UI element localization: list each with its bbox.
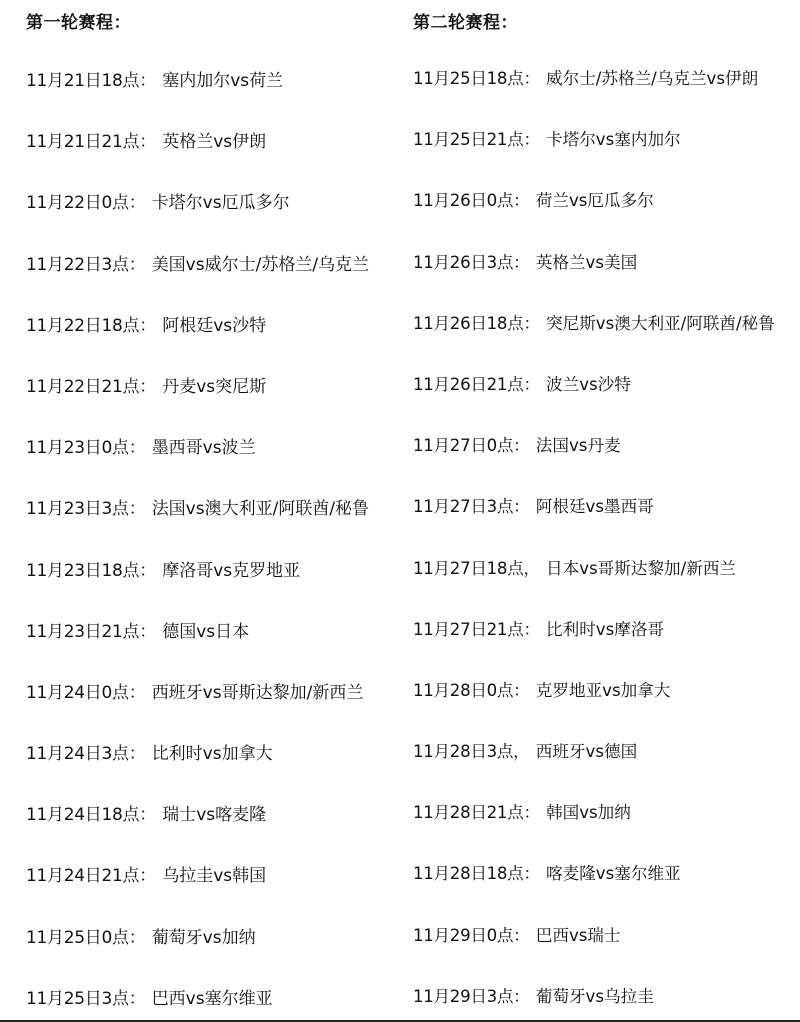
match-teams: 比利时vs加拿大 [151,744,273,765]
match-row [26,251,369,312]
match-time: 11月28日0点 [413,680,514,700]
match-time: 11月29日3点 [413,986,514,1006]
match-time: 11月24日21点 [26,866,140,887]
match-teams: 西班牙vs德国 [535,742,638,762]
match-separator: ： [128,193,146,214]
match-time: 11月25日18点 [413,69,524,88]
match-row [26,557,369,618]
match-time: 11月21日21点 [26,132,140,153]
match-teams: 韩国vs加纳 [546,803,631,823]
match-row [26,618,369,679]
match-separator: ： [139,71,157,91]
match-time: 11月22日0点 [26,193,129,214]
match-separator: ： [523,69,541,88]
match-row [26,740,369,801]
match-row [413,126,775,187]
match-time: 11月29日0点 [413,925,514,945]
match-teams: 威尔士/苏格兰/乌克兰vs伊朗 [546,69,759,88]
match-teams: 喀麦隆vs塞尔维亚 [546,864,681,884]
match-teams: 墨西哥vs波兰 [151,438,256,459]
match-row [26,924,369,985]
match-teams: 巴西vs瑞士 [535,925,621,945]
match-row [413,249,775,310]
round-one-match-list [26,67,369,1022]
match-row [26,679,369,740]
match-row [26,862,369,923]
match-teams: 英格兰vs伊朗 [162,132,267,153]
round-two-title: 第二轮赛程： [413,13,518,33]
match-time: 11月27日0点 [413,436,514,456]
match-teams: 巴西vs塞尔维亚 [151,988,273,1009]
match-time: 11月28日3点 [413,742,514,762]
match-time: 11月23日18点 [26,560,140,581]
match-teams: 比利时vs摩洛哥 [546,619,665,639]
match-teams: 法国vs丹麦 [535,436,621,456]
match-time: 11月24日18点 [26,805,140,826]
match-separator: ： [128,988,146,1009]
match-separator: ： [523,864,541,884]
match-teams: 法国vs澳大利亚/阿联酋/秘鲁 [151,499,370,520]
match-teams: 西班牙vs哥斯达黎加/新西兰 [151,682,364,703]
match-row [413,922,775,983]
match-separator: ： [139,132,157,153]
match-teams: 摩洛哥vs克罗地亚 [162,560,301,581]
match-row [413,983,775,1022]
match-separator: ： [523,803,541,823]
match-row [413,616,775,677]
match-teams: 葡萄牙vs乌拉圭 [535,986,654,1006]
match-row [26,67,369,128]
match-row [26,801,369,862]
match-time: 11月22日21点 [26,376,140,397]
match-separator: ： [128,438,146,459]
match-time: 11月21日18点 [26,71,140,91]
match-time: 11月26日3点 [413,252,514,272]
match-separator: ： [523,374,541,394]
match-separator: ： [513,252,530,272]
match-teams: 葡萄牙vs加纳 [151,927,256,948]
match-time: 11月23日21点 [26,621,140,642]
match-separator: ： [139,805,157,826]
match-separator: ： [513,497,530,517]
match-teams: 阿根廷vs墨西哥 [535,497,654,517]
match-separator: ： [128,499,146,520]
match-teams: 日本vs哥斯达黎加/新西兰 [546,558,737,578]
match-separator: ： [139,866,157,887]
round-one-title: 第一轮赛程： [26,13,131,33]
match-teams: 卡塔尔vs厄瓜多尔 [151,193,290,214]
match-time: 11月26日18点 [413,313,524,333]
match-separator: ： [128,744,146,765]
match-separator: ： [128,927,146,948]
match-teams: 美国vs威尔士/苏格兰/乌克兰 [151,254,370,275]
match-row [413,738,775,799]
match-time: 11月28日18点 [413,864,524,884]
match-row [26,985,369,1022]
match-separator: ： [523,619,541,639]
match-time: 11月28日21点 [413,803,524,823]
match-teams: 乌拉圭vs韩国 [162,866,267,887]
match-separator: ： [513,680,530,700]
match-teams: 波兰vs沙特 [546,374,631,394]
match-separator: ： [128,682,146,703]
match-teams: 英格兰vs美国 [535,252,638,272]
match-teams: 阿根廷vs沙特 [162,315,267,336]
match-separator: ： [139,621,157,642]
match-separator: ： [513,986,530,1006]
match-time: 11月25日0点 [26,927,129,948]
match-row [413,187,775,248]
match-separator: ： [513,191,530,211]
match-row [26,373,369,434]
match-time: 11月23日3点 [26,499,129,520]
match-separator: ， [523,558,541,578]
match-time: 11月27日3点 [413,497,514,517]
match-row [413,493,775,554]
match-separator: ： [139,376,157,397]
match-row [26,189,369,250]
match-row [413,799,775,860]
match-row [26,495,369,556]
match-teams: 卡塔尔vs塞内加尔 [546,130,681,150]
match-time: 11月25日3点 [26,988,129,1009]
match-separator: ： [523,313,541,333]
match-row [413,310,775,371]
match-teams: 瑞士vs喀麦隆 [162,805,267,826]
match-row [413,371,775,432]
match-time: 11月23日0点 [26,438,129,459]
match-separator: ， [513,742,530,762]
match-teams: 丹麦vs突尼斯 [162,376,267,397]
match-row [413,860,775,921]
match-separator: ： [523,130,541,150]
match-teams: 突尼斯vs澳大利亚/阿联酋/秘鲁 [546,313,775,333]
match-row [26,312,369,373]
match-time: 11月26日0点 [413,191,514,211]
match-time: 11月22日18点 [26,315,140,336]
match-teams: 德国vs日本 [162,621,250,642]
match-row [413,677,775,738]
match-time: 11月25日21点 [413,130,524,150]
match-time: 11月27日21点 [413,619,524,639]
match-row [413,432,775,493]
match-teams: 克罗地亚vs加拿大 [535,680,671,700]
match-separator: ： [513,925,530,945]
match-separator: ： [139,315,157,336]
match-separator: ： [513,436,530,456]
match-row [413,555,775,616]
match-time: 11月26日21点 [413,374,524,394]
match-time: 11月22日3点 [26,254,129,275]
round-two-match-list [413,65,775,1022]
match-row [26,128,369,189]
match-separator: ： [139,560,157,581]
match-time: 11月27日18点 [413,558,524,578]
match-teams: 塞内加尔vs荷兰 [162,71,284,91]
match-separator: ： [128,254,146,275]
match-time: 11月24日3点 [26,744,129,765]
match-row [413,65,775,126]
match-time: 11月24日0点 [26,682,129,703]
match-teams: 荷兰vs厄瓜多尔 [535,191,654,211]
match-row [26,434,369,495]
